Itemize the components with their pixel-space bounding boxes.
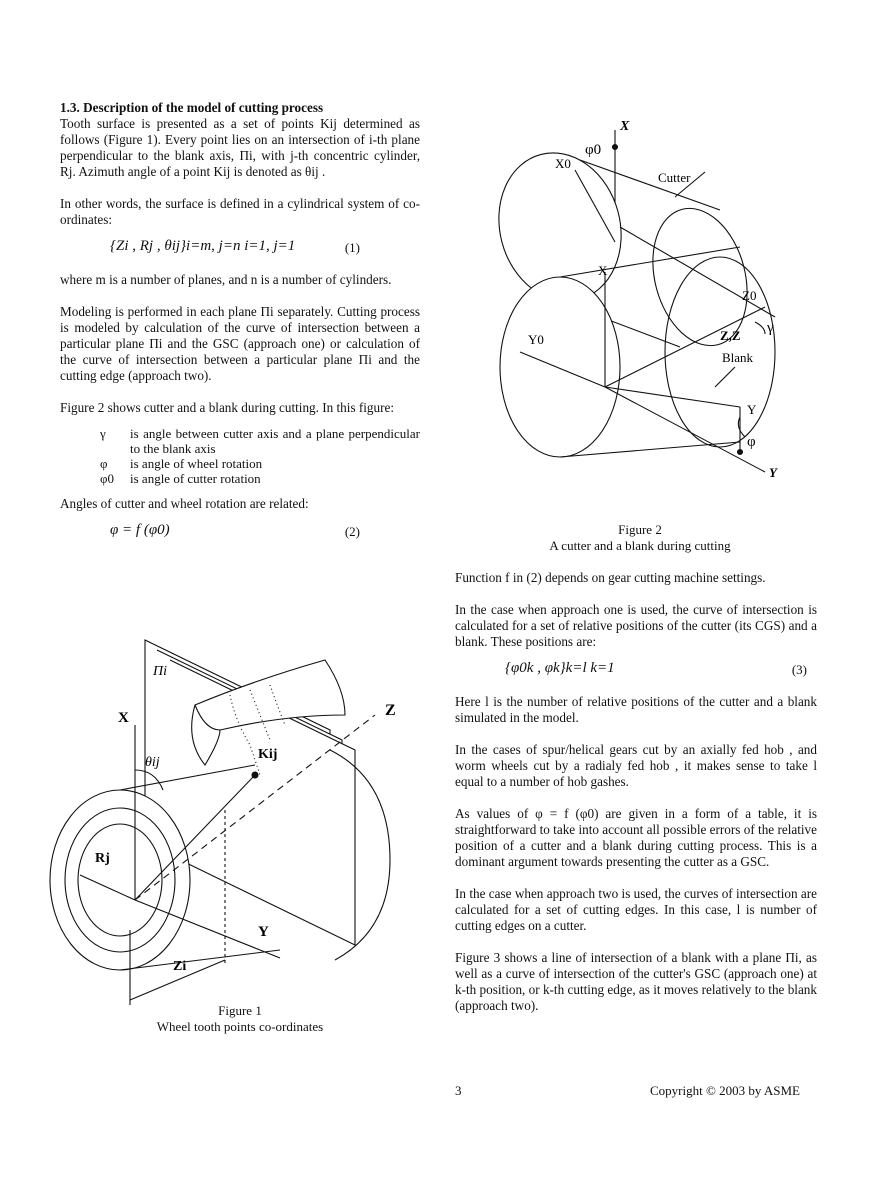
figure-1-diagram — [45, 630, 425, 1010]
fig1-label-pi: Πi — [153, 664, 167, 679]
definition-gamma — [100, 426, 420, 456]
left-paragraph-2: In other words, the surface is defined in a cylindrical system of co-ordinates: — [60, 196, 420, 227]
definition-list — [100, 426, 420, 486]
equation-2-expression: φ = f (φ0) — [110, 522, 170, 538]
fig2-label-x-inner: X — [598, 263, 608, 278]
fig2-label-gamma: γ — [767, 320, 774, 336]
right-paragraph-7: Figure 3 shows a line of intersection of a blank with a plane Πi, as well as a curve of intersection of the cutter's GSC (approach one) at k-th position, or k-th cutting edge, as it moves relatively to the blank (approach two). — [455, 950, 817, 1013]
figure-2-diagram — [490, 112, 810, 522]
equation-1 — [60, 228, 420, 272]
right-paragraph-4: In the cases of spur/helical gears cut by an axially fed hob , and worm wheels cut by a radialy fed hob , it makes sense to take l equal to a number of hob gashes. — [455, 742, 817, 789]
page-number: 3 — [455, 1083, 462, 1098]
figure-1-caption — [140, 1003, 340, 1035]
fig1-label-x: X — [118, 710, 129, 726]
equation-3-number: (3) — [791, 662, 807, 677]
definition-symbol: φ — [100, 456, 108, 471]
fig2-label-cutter: Cutter — [658, 170, 691, 185]
right-paragraph-3: Here l is the number of relative positions of the cutter and a blank simulated in the model. — [455, 694, 817, 725]
figure-2-caption — [525, 522, 755, 554]
equation-1-number: (1) — [344, 240, 360, 255]
definition-text: is angle of wheel rotation — [130, 456, 263, 471]
fig1-label-z: Z — [385, 702, 396, 719]
fig1-label-k: Kij — [258, 747, 278, 762]
definition-phi — [100, 456, 420, 471]
right-column — [455, 570, 817, 1014]
equation-3-expression: {φ0k , φk}k=l k=1 — [505, 660, 615, 676]
definition-text: is angle between cutter axis and a plane perpendicular to the blank axis — [130, 426, 420, 456]
left-paragraph-3: where m is a number of planes, and n is a number of cylinders. — [60, 272, 392, 287]
fig2-label-x: X — [620, 119, 630, 134]
left-column — [60, 100, 420, 556]
left-paragraph-6: Angles of cutter and wheel rotation are related: — [60, 496, 309, 511]
right-paragraph-6: In the case when approach two is used, the curves of intersection are calculated for a set of cutting edges. In this case, l is number of cutting edges on a cutter. — [455, 886, 817, 933]
left-paragraph-4: Modeling is performed in each plane Πi separately. Cutting process is modeled by calculation of the curve of intersection between a particular plane Πi and the GSC (approach one) or calculation of the curve of intersection between a particular plane Πi and the cutting edge (approach two). — [60, 304, 420, 383]
section-heading: 1.3. Description of the model of cutting process — [60, 100, 324, 115]
fig1-label-theta: θij — [145, 755, 160, 770]
fig2-label-x0: X0 — [555, 156, 571, 171]
copyright-notice: Copyright © 2003 by ASME — [650, 1083, 801, 1098]
figure-2-caption-title: Figure 2 — [618, 522, 662, 537]
equation-3 — [455, 650, 817, 694]
definition-phi0 — [100, 471, 420, 486]
fig2-label-z0: Z0 — [742, 288, 757, 303]
fig1-label-y: Y — [258, 924, 269, 940]
definition-text: is angle of cutter rotation — [130, 471, 261, 486]
equation-2-number: (2) — [344, 524, 360, 539]
fig2-label-phi0: φ0 — [585, 142, 602, 158]
left-paragraph-1: Tooth surface is presented as a set of points Kij determined as follows (Figure 1). Every point lies on an intersection of i-th plane perpendicular to the blank axis, Πi, with j-th concentric cylinder, Rj. Azimuth angle of a point Kij is denoted as θij . — [60, 116, 420, 179]
right-paragraph-5: As values of φ = f (φ0) are given in a form of a table, it is straightforward to take into account all possible errors of the relative position of a cutter and a blank during cutting process. This is a dominant argument towards presenting the cutter as a GSC. — [455, 806, 817, 869]
fig2-label-phi: φ — [747, 434, 756, 450]
equation-2 — [60, 512, 420, 556]
equation-1-expression: {Zi , Rj , θij}i=m, j=n i=1, j=1 — [110, 238, 296, 254]
fig2-label-y-lower: Y — [769, 465, 777, 480]
fig1-label-r: Rj — [95, 851, 110, 866]
right-paragraph-2: In the case when approach one is used, the curve of intersection is calculated for a set of relative positions of the cutter (its CGS) and a blank. These positions are: — [455, 602, 817, 649]
figure-2-caption-text: A cutter and a blank during cutting — [549, 538, 731, 553]
fig2-label-y0: Y0 — [528, 332, 544, 347]
fig2-label-zz: Z,Z — [720, 328, 741, 343]
figure-1-caption-text: Wheel tooth points co-ordinates — [156, 1019, 324, 1034]
right-paragraph-1: Function f in (2) depends on gear cutting machine settings. — [455, 570, 766, 585]
fig1-label-zi: Zi — [173, 959, 187, 974]
definition-symbol: φ0 — [100, 471, 115, 486]
fig2-label-y-upper: Y — [747, 402, 757, 417]
left-paragraph-5: Figure 2 shows cutter and a blank during cutting. In this figure: — [60, 400, 395, 415]
figure-1-caption-title: Figure 1 — [218, 1003, 262, 1018]
fig2-label-blank: Blank — [722, 350, 754, 365]
definition-symbol: γ — [100, 426, 106, 441]
